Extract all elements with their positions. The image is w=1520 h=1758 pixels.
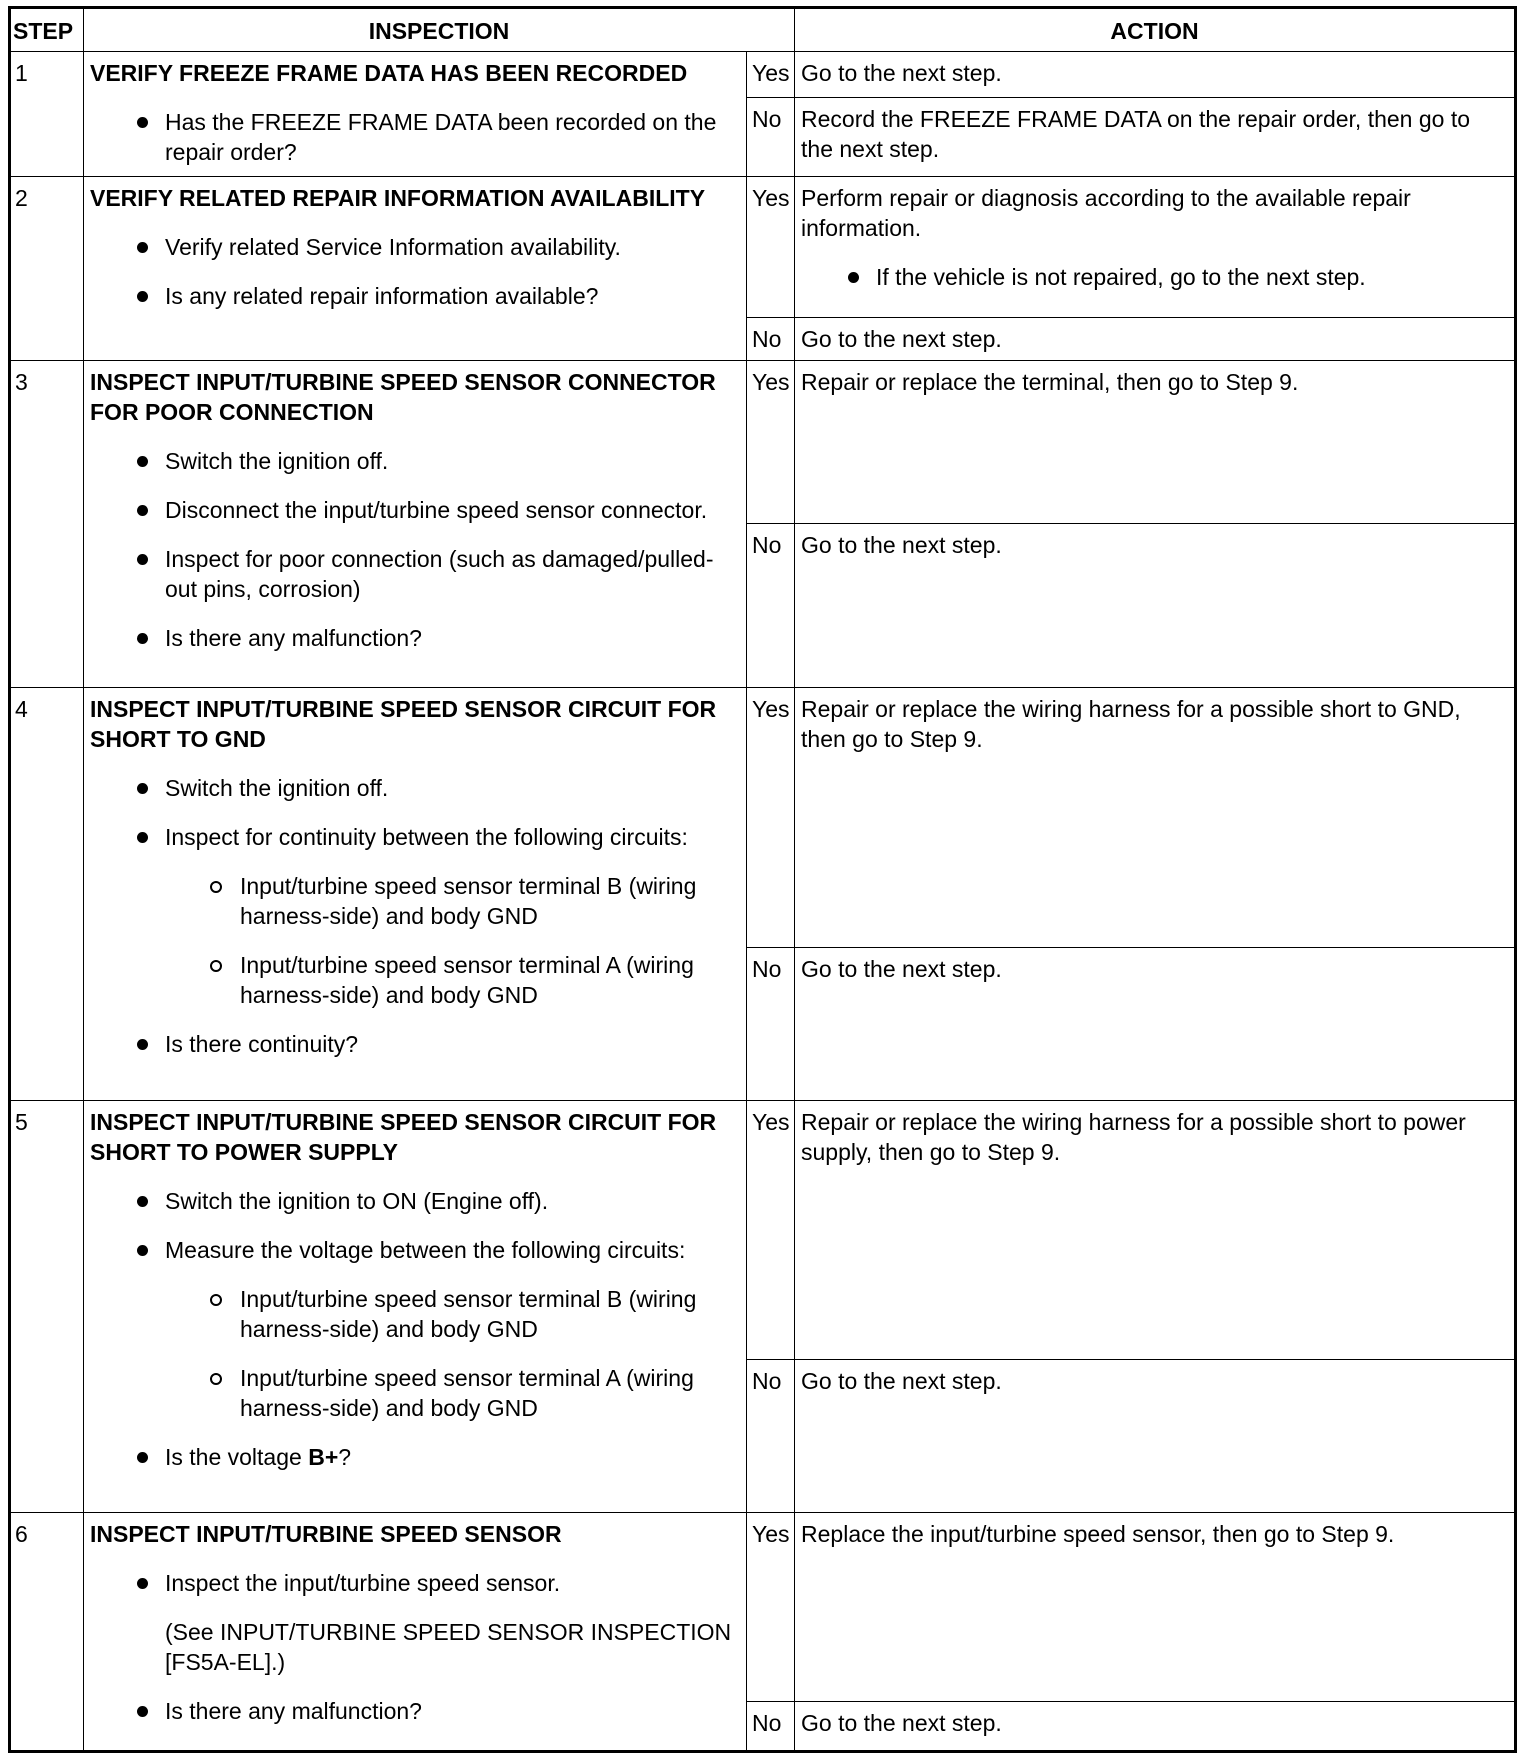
diagnostic-table xyxy=(8,6,1517,1753)
yes-label: Yes xyxy=(747,1513,795,1701)
yes-action: Repair or replace the terminal, then go to Step 9. xyxy=(795,360,1516,523)
step-6-yes-row xyxy=(10,1513,1516,1701)
action-header: ACTION xyxy=(795,8,1516,52)
step-inspection xyxy=(84,1100,747,1513)
bullet-item: Inspect for poor connection (such as damaged/pulled-out pins, corrosion) xyxy=(90,544,738,604)
bullet-item: Is there any malfunction? xyxy=(90,1696,738,1726)
step-header: STEP xyxy=(10,8,84,52)
bullet-item: Is there continuity? xyxy=(90,1029,738,1059)
step-4-yes-row xyxy=(10,688,1516,948)
no-action: Go to the next step. xyxy=(795,1701,1516,1751)
sub-bullet-item: Input/turbine speed sensor terminal A (wiring harness-side) and body GND xyxy=(90,950,738,1010)
bullet-item: Switch the ignition to ON (Engine off). xyxy=(90,1186,738,1216)
step-title: VERIFY FREEZE FRAME DATA HAS BEEN RECORDED xyxy=(90,60,688,86)
step-1-yes-row xyxy=(10,52,1516,98)
step-inspection xyxy=(84,52,747,177)
sub-bullet-item: Input/turbine speed sensor terminal A (wiring harness-side) and body GND xyxy=(90,1363,738,1423)
step-2-yes-row xyxy=(10,176,1516,317)
no-label: No xyxy=(747,947,795,1100)
voltage-value: B+ xyxy=(308,1443,339,1470)
step-title: INSPECT INPUT/TURBINE SPEED SENSOR CONNECTOR FOR POOR CONNECTION xyxy=(90,368,716,425)
step-inspection xyxy=(84,688,747,1101)
no-label: No xyxy=(747,317,795,360)
step-number: 5 xyxy=(10,1100,84,1513)
no-label: No xyxy=(747,98,795,177)
yes-label: Yes xyxy=(747,1100,795,1360)
no-action: Go to the next step. xyxy=(795,1360,1516,1513)
bullet-item: Is any related repair information available? xyxy=(90,281,738,311)
step-3-yes-row xyxy=(10,360,1516,523)
step-inspection xyxy=(84,176,747,360)
step-title: INSPECT INPUT/TURBINE SPEED SENSOR CIRCUIT FOR SHORT TO GND xyxy=(90,696,717,753)
yes-action: Go to the next step. xyxy=(795,52,1516,98)
step-inspection xyxy=(84,1513,747,1752)
sub-bullet-item: Input/turbine speed sensor terminal B (wiring harness-side) and body GND xyxy=(90,871,738,931)
no-action: Go to the next step. xyxy=(795,524,1516,688)
reference-note: (See INPUT/TURBINE SPEED SENSOR INSPECTION [FS5A-EL].) xyxy=(165,1619,732,1676)
no-label: No xyxy=(747,1701,795,1751)
bullet-item: Switch the ignition off. xyxy=(90,446,738,476)
bullet-item: Switch the ignition off. xyxy=(90,773,738,803)
voltage-question-prefix: Is the voltage xyxy=(165,1443,309,1470)
no-action: Go to the next step. xyxy=(795,947,1516,1100)
step-inspection xyxy=(84,360,747,687)
action-sub-bullet: If the vehicle is not repaired, go to the next step. xyxy=(801,262,1504,292)
yes-action xyxy=(795,176,1516,317)
voltage-question-suffix: ? xyxy=(338,1443,352,1470)
no-label: No xyxy=(747,524,795,688)
bullet-item: Inspect for continuity between the following circuits: xyxy=(90,822,738,852)
bullet-item: Verify related Service Information availability. xyxy=(90,232,738,262)
step-title: INSPECT INPUT/TURBINE SPEED SENSOR CIRCUIT FOR SHORT TO POWER SUPPLY xyxy=(90,1108,717,1165)
no-label: No xyxy=(747,1360,795,1513)
no-action: Record the FREEZE FRAME DATA on the repair order, then go to the next step. xyxy=(795,98,1516,177)
bullet-item xyxy=(90,1442,738,1472)
step-number: 3 xyxy=(10,360,84,687)
bullet-item: Has the FREEZE FRAME DATA been recorded on the repair order? xyxy=(90,107,738,167)
step-number: 2 xyxy=(10,176,84,360)
yes-label: Yes xyxy=(747,52,795,98)
yes-action: Repair or replace the wiring harness for a possible short to GND, then go to Step 9. xyxy=(795,688,1516,948)
sub-bullet-item: Input/turbine speed sensor terminal B (wiring harness-side) and body GND xyxy=(90,1284,738,1344)
bullet-item: Inspect the input/turbine speed sensor. xyxy=(90,1568,738,1598)
yes-label: Yes xyxy=(747,360,795,523)
bullet-item: Measure the voltage between the following circuits: xyxy=(90,1235,738,1265)
bullet-item: Disconnect the input/turbine speed sensor connector. xyxy=(90,495,738,525)
yes-action: Replace the input/turbine speed sensor, then go to Step 9. xyxy=(795,1513,1516,1701)
step-number: 1 xyxy=(10,52,84,177)
step-number: 4 xyxy=(10,688,84,1101)
step-title: INSPECT INPUT/TURBINE SPEED SENSOR xyxy=(90,1521,562,1548)
no-action: Go to the next step. xyxy=(795,317,1516,360)
step-title: VERIFY RELATED REPAIR INFORMATION AVAILABILITY xyxy=(90,184,706,211)
yes-action-text: Perform repair or diagnosis according to the available repair information. xyxy=(801,184,1411,241)
step-5-yes-row xyxy=(10,1100,1516,1360)
bullet-item: Is there any malfunction? xyxy=(90,623,738,653)
inspection-header: INSPECTION xyxy=(84,8,795,52)
header-row xyxy=(10,8,1516,52)
yes-label: Yes xyxy=(747,176,795,317)
yes-label: Yes xyxy=(747,688,795,948)
step-number: 6 xyxy=(10,1513,84,1752)
yes-action: Repair or replace the wiring harness for a possible short to power supply, then go to Step 9. xyxy=(795,1100,1516,1360)
